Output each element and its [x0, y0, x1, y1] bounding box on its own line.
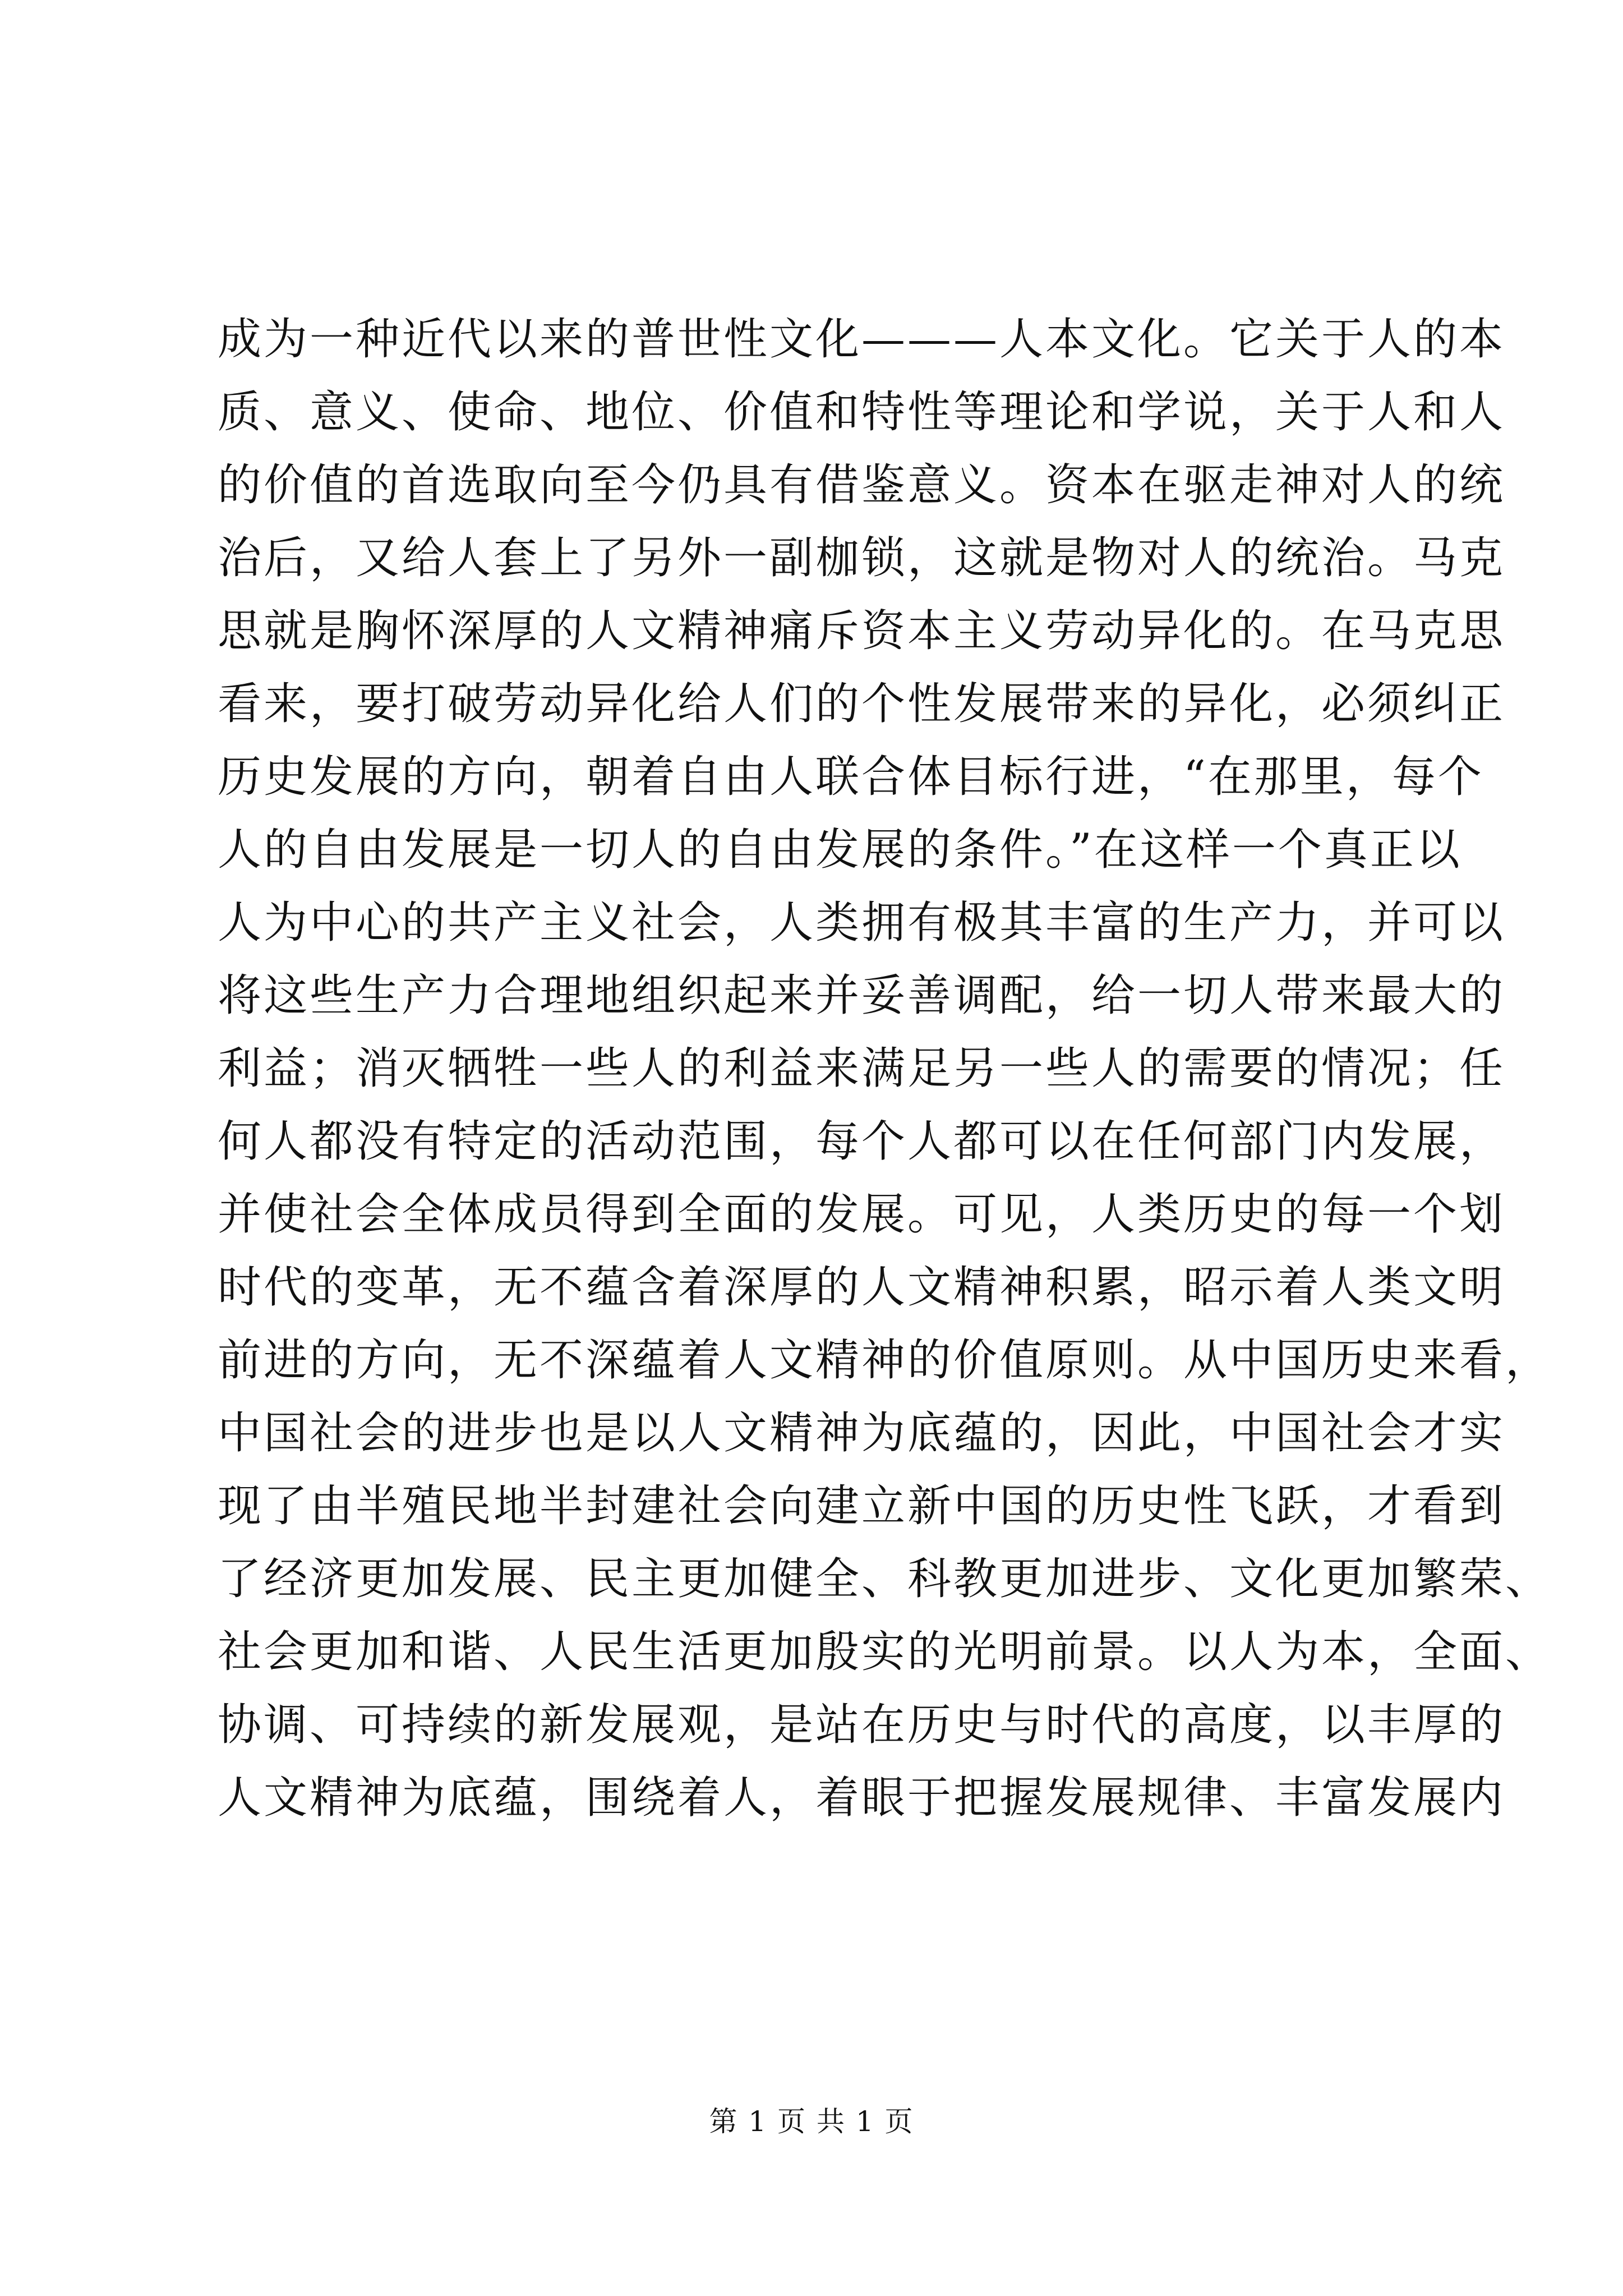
body-text [218, 303, 1552, 1834]
text-line: 社会更加和谐、人民生活更加殷实的光明前景。以人为本，全面、 [218, 1627, 1552, 1677]
text-line: 看来，要打破劳动异化给人们的个性发展带来的异化，必须纠正 [218, 679, 1506, 729]
text-line: 思就是胸怀深厚的人文精神痛斥资本主义劳动异化的。在马克思 [218, 606, 1506, 656]
text-line: 的价值的首选取向至今仍具有借鉴意义。资本在驱走神对人的统 [218, 460, 1506, 510]
text-line: 利益；消灭牺牲一些人的利益来满足另一些人的需要的情况；任 [218, 1043, 1506, 1094]
text-line: 时代的变革，无不蕴含着深厚的人文精神积累，昭示着人类文明 [218, 1262, 1506, 1313]
text-line: 现了由半殖民地半封建社会向建立新中国的历史性飞跃，才看到 [218, 1481, 1506, 1531]
text-line: 前进的方向，无不深蕴着人文精神的价值原则。从中国历史来看， [218, 1335, 1552, 1386]
text-line: 中国社会的进步也是以人文精神为底蕴的，因此，中国社会才实 [218, 1408, 1506, 1458]
text-line: 了经济更加发展、民主更加健全、科教更加进步、文化更加繁荣、 [218, 1554, 1552, 1604]
text-line: 并使社会全体成员得到全面的发展。可见，人类历史的每一个划 [218, 1189, 1506, 1240]
text-line: 将这些生产力合理地组织起来并妥善调配，给一切人带来最大的 [218, 970, 1506, 1021]
text-line: 人的自由发展是一切人的自由发展的条件。”在这样一个真正以 [218, 825, 1462, 875]
text-line: 何人都没有特定的活动范围，每个人都可以在任何部门内发展， [218, 1116, 1506, 1167]
page-number-footer: 第 1 页 共 1 页 [709, 2105, 914, 2138]
text-line: 治后，又给人套上了另外一副枷锁，这就是物对人的统治。马克 [218, 533, 1506, 583]
text-line: 协调、可持续的新发展观，是站在历史与时代的高度，以丰厚的 [218, 1700, 1506, 1750]
text-line: 人文精神为底蕴，围绕着人，着眼于把握发展规律、丰富发展内 [218, 1773, 1506, 1823]
text-line: 人为中心的共产主义社会，人类拥有极其丰富的生产力，并可以 [218, 898, 1506, 948]
text-line: 质、意义、使命、地位、价值和特性等理论和学说，关于人和人 [218, 387, 1506, 438]
text-line: 成为一种近代以来的普世性文化———人本文化。它关于人的本 [218, 314, 1506, 365]
text-line: 历史发展的方向，朝着自由人联合体目标行进，“在那里，每个 [218, 752, 1484, 802]
